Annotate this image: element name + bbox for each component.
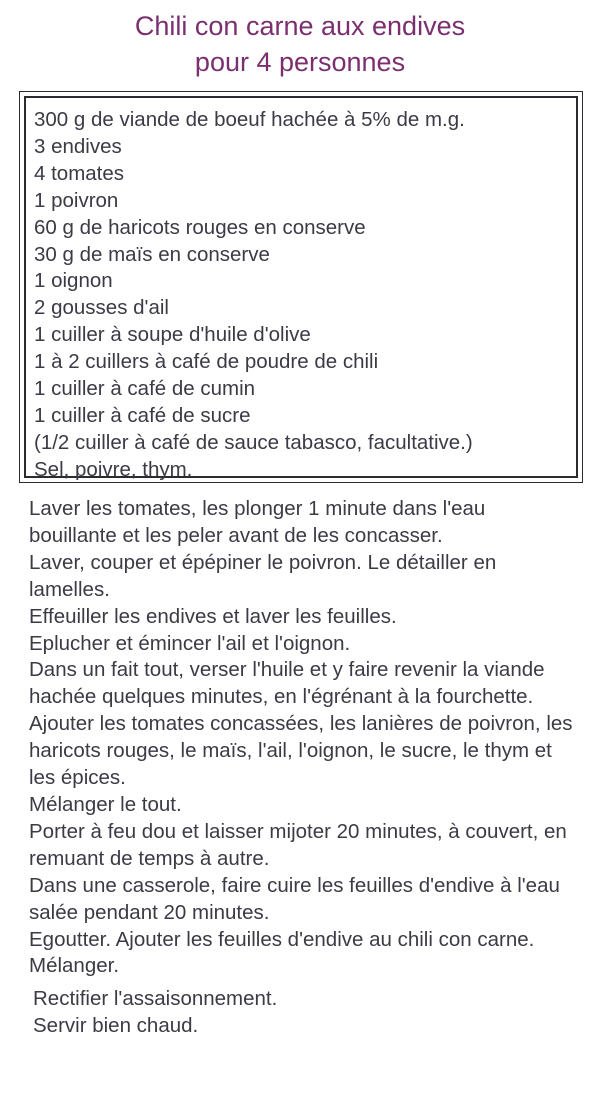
ingredient-item: Sel, poivre, thym.	[34, 457, 193, 481]
step-item: Laver les tomates, les plonger 1 minute dans l'eau bouillante et les peler avant de les concasser.	[29, 497, 486, 547]
step-item: Mélanger le tout.	[29, 792, 182, 816]
step-item: Effeuiller les endives et laver les feuilles.	[29, 604, 397, 628]
step-item: Eplucher et émincer l'ail et l'oignon.	[29, 631, 351, 655]
ingredient-item: 4 tomates	[34, 161, 125, 185]
step-item: Porter à feu dou et laisser mijoter 20 minutes, à couvert, en remuant de temps à autre.	[29, 819, 567, 870]
ingredient-item: 1 oignon	[34, 269, 113, 293]
ingredient-item: (1/2 cuiller à café de sauce tabasco, facultative.)	[34, 430, 473, 454]
ingredient-item: 30 g de maïs en conserve	[34, 242, 270, 266]
ingredient-item: 1 cuiller à café de cumin	[34, 377, 256, 401]
ingredient-item: 1 cuiller à café de sucre	[34, 403, 251, 427]
ingredients-inner-frame	[24, 96, 578, 481]
ingredient-item: 3 endives	[34, 134, 122, 158]
step-item: Servir bien chaud.	[33, 1014, 199, 1038]
step-item: Egoutter. Ajouter les feuilles d'endive au chili con carne. Mélanger.	[29, 927, 535, 978]
ingredient-item: 300 g de viande de boeuf hachée à 5% de m.g.	[34, 108, 465, 131]
step-item: Laver, couper et épépiner le poivron. Le détailler en lamelles.	[29, 550, 497, 601]
preparation-steps	[29, 496, 574, 1040]
step-item: Rectifier l'assaisonnement.	[33, 987, 278, 1011]
ingredients-box	[19, 91, 583, 483]
recipe-title	[0, 8, 600, 80]
ingredient-item: 1 cuiller à soupe d'huile d'olive	[34, 323, 311, 347]
recipe-title-line-2: pour 4 personnes	[194, 47, 406, 77]
step-item: Dans un fait tout, verser l'huile et y faire revenir la viande hachée quelques minutes, en l'égrénant à la fourchette.	[29, 658, 545, 709]
ingredient-item: 1 à 2 cuillers à café de poudre de chili	[34, 350, 379, 374]
ingredient-item: 2 gousses d'ail	[34, 296, 169, 320]
recipe-title-line-1: Chili con carne aux endives	[134, 11, 466, 41]
step-item: Ajouter les tomates concassées, les lanières de poivron, les haricots rouges, le maïs, l'ail, l'oignon, le sucre, le thym et les épices.	[29, 712, 573, 790]
ingredients-list	[34, 107, 473, 484]
ingredient-item: 1 poivron	[34, 188, 119, 212]
ingredient-item: 60 g de haricots rouges en conserve	[34, 215, 366, 239]
step-item: Dans une casserole, faire cuire les feuilles d'endive à l'eau salée pendant 20 minutes.	[29, 873, 560, 924]
